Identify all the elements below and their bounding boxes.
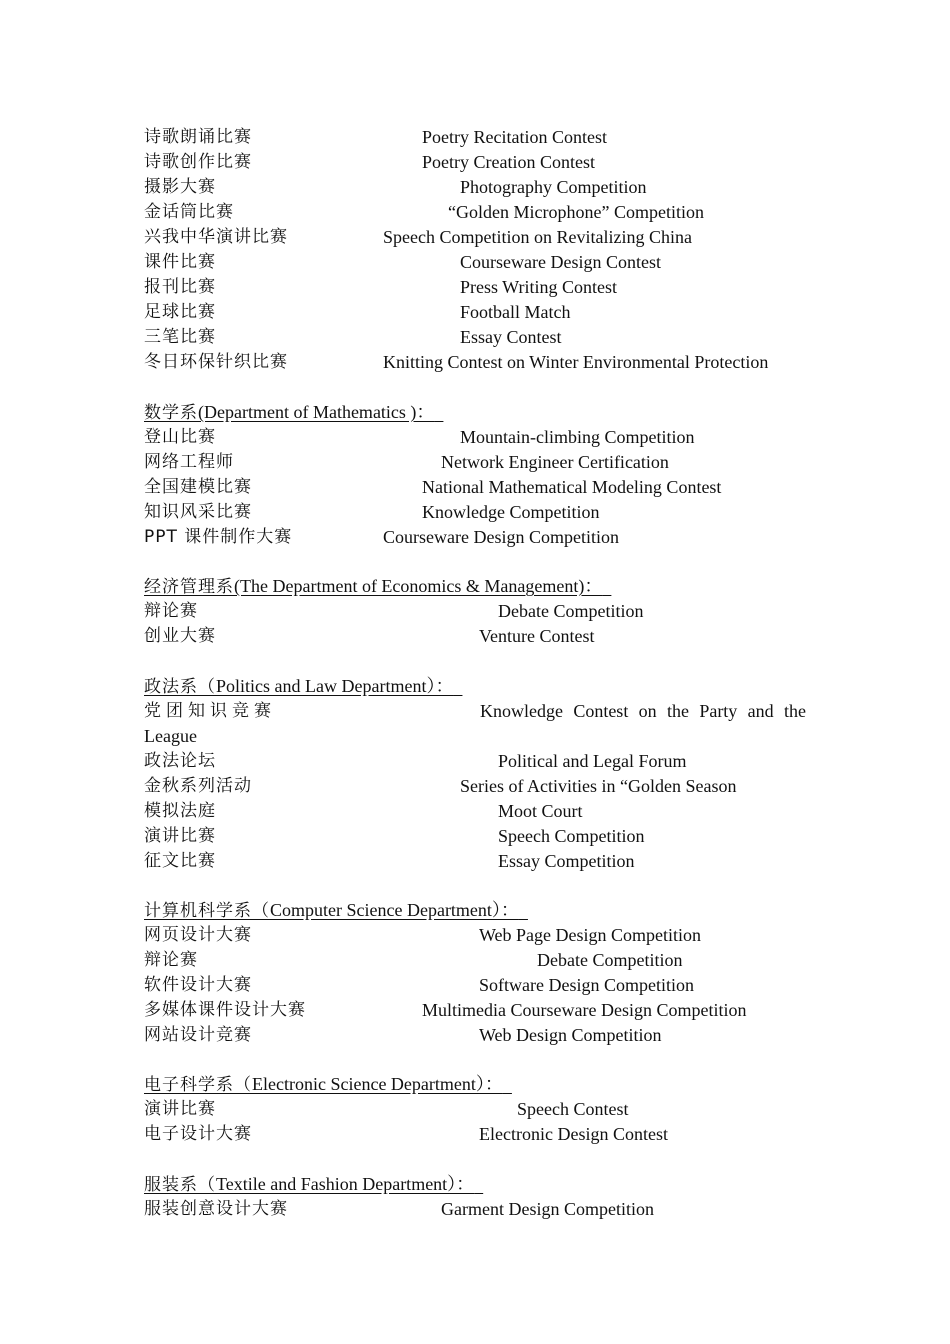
- item-zh: 辩论赛: [144, 601, 198, 621]
- item-en: Web Design Competition: [479, 1025, 662, 1045]
- item-zh: 诗歌创作比赛: [144, 152, 252, 172]
- item-en: Speech Contest: [517, 1099, 629, 1119]
- item-zh: 金话筒比赛: [144, 202, 234, 222]
- list-item: [144, 799, 806, 824]
- heading-en: (The Department of Economics & Management)：: [234, 576, 603, 596]
- section-heading-cs: [144, 898, 528, 923]
- item-zh: 软件设计大赛: [144, 975, 252, 995]
- heading-zh: 服装系（: [144, 1175, 216, 1195]
- item-en: Photography Competition: [460, 177, 647, 197]
- item-zh: 摄影大赛: [144, 177, 216, 197]
- item-en: Essay Contest: [460, 327, 562, 347]
- list-item: [144, 500, 806, 525]
- item-en: Essay Competition: [498, 851, 635, 871]
- item-zh: 网站设计竞赛: [144, 1025, 252, 1045]
- item-zh: 辩论赛: [144, 950, 198, 970]
- list-item: [144, 998, 806, 1023]
- list-item: [144, 1197, 806, 1222]
- item-en-justified: [480, 699, 806, 724]
- list-item: [144, 624, 806, 649]
- item-en: Speech Competition: [498, 826, 645, 846]
- item-zh: 三笔比赛: [144, 327, 216, 347]
- item-zh: 党团知识竞赛: [144, 701, 276, 721]
- list-item: [144, 250, 806, 275]
- word: on: [638, 701, 657, 721]
- heading-zh: 电子科学系（: [144, 1075, 252, 1095]
- heading-en: Computer Science Department）：: [270, 900, 519, 920]
- heading-zh: 经济管理系: [144, 577, 234, 597]
- list-item: [144, 425, 806, 450]
- item-en: Network Engineer Certification: [441, 452, 669, 472]
- item-en: “Golden Microphone” Competition: [448, 202, 704, 222]
- word: the: [783, 701, 806, 721]
- heading-zh: 计算机科学系（: [144, 901, 270, 921]
- item-en: Poetry Recitation Contest: [422, 127, 607, 147]
- item-en: Venture Contest: [479, 626, 595, 646]
- item-zh: 全国建模比赛: [144, 477, 252, 497]
- item-zh: 兴我中华演讲比赛: [144, 227, 288, 247]
- item-en: National Mathematical Modeling Contest: [422, 477, 722, 497]
- item-zh: 演讲比赛: [144, 1099, 216, 1119]
- item-en: Courseware Design Contest: [460, 252, 661, 272]
- item-en: Software Design Competition: [479, 975, 694, 995]
- item-zh: 足球比赛: [144, 302, 216, 322]
- item-zh: 诗歌朗诵比赛: [144, 127, 252, 147]
- heading-en: Electronic Science Department）：: [252, 1074, 503, 1094]
- item-zh: 知识风采比赛: [144, 502, 252, 522]
- heading-zh: 政法系（: [144, 677, 216, 697]
- list-item: [144, 973, 806, 998]
- item-en: Web Page Design Competition: [479, 925, 702, 945]
- list-item: [144, 824, 806, 849]
- list-item: [144, 1097, 806, 1122]
- heading-en: Politics and Law Department）：: [216, 676, 454, 696]
- item-en: Debate Competition: [537, 950, 683, 970]
- item-zh: 登山比赛: [144, 427, 216, 447]
- list-item: [144, 948, 806, 973]
- item-en-wrap: League: [144, 726, 197, 746]
- section-heading-econ: [144, 574, 611, 599]
- item-zh: 课件比赛: [144, 252, 216, 272]
- item-en: Knitting Contest on Winter Environmental Protection: [383, 352, 769, 372]
- item-zh: 冬日环保针织比赛: [144, 352, 288, 372]
- list-item: [144, 525, 806, 550]
- item-zh: 网络工程师: [144, 452, 234, 472]
- section-heading-fashion: [144, 1172, 483, 1197]
- word: Party: [699, 701, 738, 721]
- list-item: [144, 275, 806, 300]
- list-item: [144, 300, 806, 325]
- section-heading-math: [144, 400, 443, 425]
- list-item: [144, 150, 806, 175]
- item-zh: 多媒体课件设计大赛: [144, 1000, 306, 1020]
- item-en: Multimedia Courseware Design Competition: [422, 1000, 747, 1020]
- item-zh: 网页设计大赛: [144, 925, 252, 945]
- heading-zh: 数学系: [144, 403, 198, 423]
- item-en: Knowledge Competition: [422, 502, 600, 522]
- word: and: [747, 701, 774, 721]
- item-en: Speech Competition on Revitalizing China: [383, 227, 692, 247]
- list-item: [144, 200, 806, 225]
- list-item: [144, 849, 806, 874]
- item-zh: 报刊比赛: [144, 277, 216, 297]
- item-en: Moot Court: [498, 801, 583, 821]
- section-heading-law: [144, 674, 462, 699]
- item-zh: 演讲比赛: [144, 826, 216, 846]
- item-zh: 创业大赛: [144, 626, 216, 646]
- item-en: Press Writing Contest: [460, 277, 617, 297]
- item-zh: 模拟法庭: [144, 801, 216, 821]
- item-zh: 服装创意设计大赛: [144, 1199, 288, 1219]
- list-item: [144, 350, 806, 375]
- heading-en: Textile and Fashion Department）：: [216, 1174, 475, 1194]
- word: the: [666, 701, 689, 721]
- item-zh: 政法论坛: [144, 751, 216, 771]
- heading-en: (Department of Mathematics )：: [198, 402, 435, 422]
- item-zh: PPT 课件制作大赛: [144, 527, 293, 547]
- item-zh: 金秋系列活动: [144, 776, 252, 796]
- item-zh: 征文比赛: [144, 851, 216, 871]
- list-item: [144, 325, 806, 350]
- word: Knowledge: [480, 701, 563, 721]
- list-item-justified: [144, 699, 806, 724]
- item-en: Poetry Creation Contest: [422, 152, 595, 172]
- list-item: [144, 1023, 806, 1048]
- list-item: [144, 175, 806, 200]
- list-item: [144, 923, 806, 948]
- item-en: Political and Legal Forum: [498, 751, 687, 771]
- item-en: Garment Design Competition: [441, 1199, 654, 1219]
- item-en: Debate Competition: [498, 601, 644, 621]
- list-item: [144, 774, 806, 799]
- list-item: [144, 599, 806, 624]
- item-en: Mountain-climbing Competition: [460, 427, 695, 447]
- item-en: Football Match: [460, 302, 571, 322]
- word: Contest: [573, 701, 629, 721]
- item-en: Electronic Design Contest: [479, 1124, 668, 1144]
- list-item: [144, 1122, 806, 1147]
- list-item: [144, 475, 806, 500]
- list-item: [144, 450, 806, 475]
- list-item-wrap: [144, 724, 806, 749]
- list-item: [144, 749, 806, 774]
- list-item: [144, 125, 806, 150]
- item-zh: 电子设计大赛: [144, 1124, 252, 1144]
- section-heading-elec: [144, 1072, 512, 1097]
- list-item: [144, 225, 806, 250]
- item-en: Courseware Design Competition: [383, 527, 619, 547]
- item-en: Series of Activities in “Golden Season: [460, 776, 737, 796]
